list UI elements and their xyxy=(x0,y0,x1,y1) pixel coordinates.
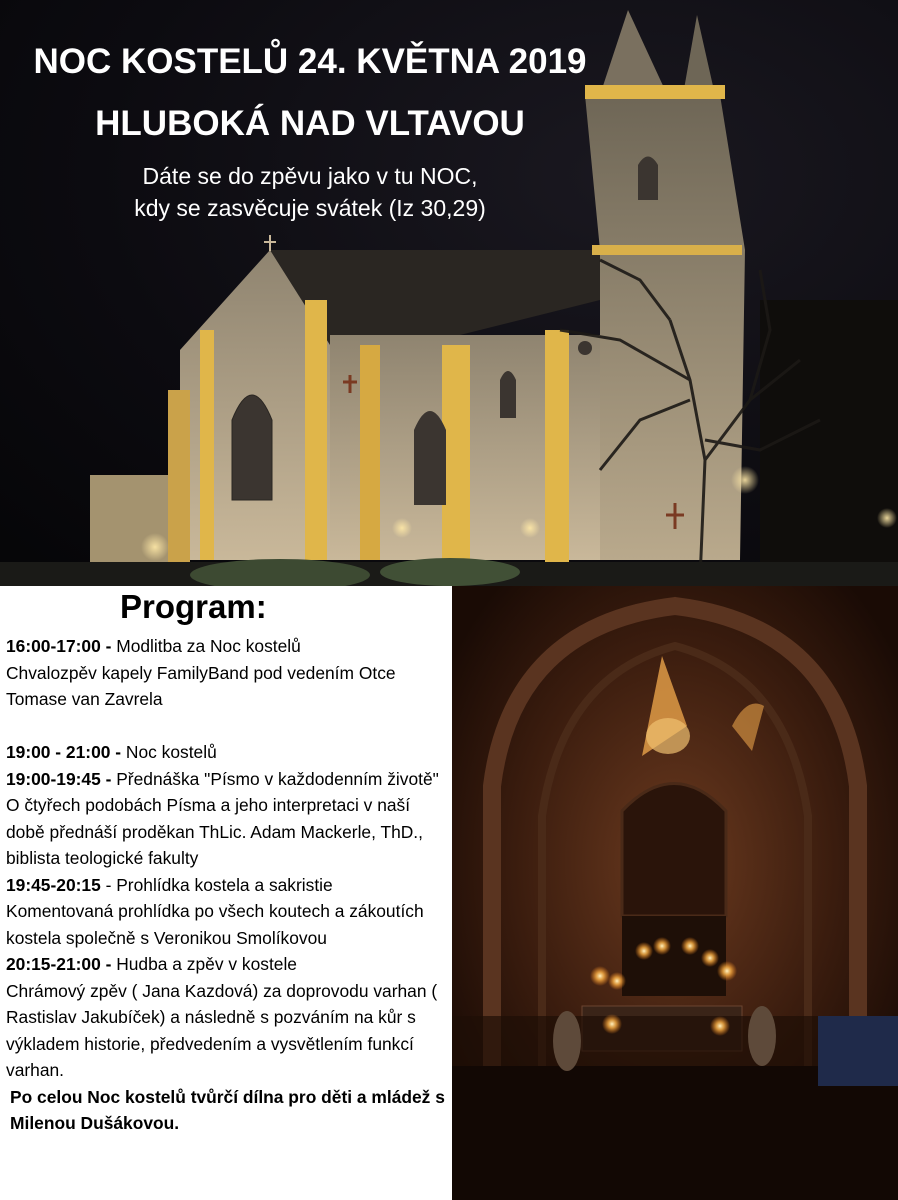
program-item-title: - Prohlídka kostela a sakristie xyxy=(100,874,333,895)
program-section xyxy=(0,586,452,1200)
program-item-title: Modlitba za Noc kostelů xyxy=(111,636,301,656)
program-heading: Program: xyxy=(120,588,267,625)
program-item-time: 19:45-20:15 xyxy=(6,874,101,895)
program-item xyxy=(6,951,446,978)
event-location: HLUBOKÁ NAD VLTAVOU xyxy=(95,104,525,143)
program-item-desc: Chvalozpěv kapely FamilyBand pod vedením Otce Tomase van Zavrela xyxy=(6,662,396,709)
program-item-time: 19:00-19:45 - xyxy=(6,768,112,789)
program-item-time: 16:00-17:00 - xyxy=(6,636,112,656)
church-interior-photo xyxy=(452,586,898,1200)
church-exterior-photo xyxy=(0,0,898,586)
event-title: NOC KOSTELŮ 24. KVĚTNA 2019 xyxy=(33,42,587,81)
program-list xyxy=(6,633,446,1137)
closing-note: Po celou Noc kostelů tvůrčí dílna pro děti a mládež s Milenou Dušákovou. xyxy=(10,1086,445,1133)
program-item xyxy=(6,766,446,793)
program-item-title: Noc kostelů xyxy=(121,742,217,762)
church-illustration xyxy=(0,0,898,586)
program-item-desc: Komentovaná prohlídka po všech koutech a zákoutích kostela společně s Veronikou Smolíkovou xyxy=(6,901,424,948)
program-item-desc: Chrámový zpěv ( Jana Kazdová) za doprovodu varhan ( Rastislav Jakubíček) a následně s pozváním na kůr s výkladem historie, předvedením a vysvětlením funkcí varhan. xyxy=(6,980,438,1080)
interior-illustration xyxy=(452,586,898,1200)
program-item-title: Hudba a zpěv v kostele xyxy=(111,954,297,974)
subtitle-line-1: Dáte se do zpěvu jako v tu NOC, xyxy=(142,163,478,189)
program-item-title: Přednáška "Písmo v každodenním životě" xyxy=(111,768,439,789)
subtitle-line-2: kdy se zasvěcuje svátek (Iz 30,29) xyxy=(134,195,486,221)
program-item xyxy=(6,633,446,660)
program-item-desc: O čtyřech podobách Písma a jeho interpretaci v naší době přednáší proděkan ThLic. Adam Mackerle, ThD., biblista teologické fakulty xyxy=(6,795,423,868)
program-item xyxy=(6,739,446,766)
program-item xyxy=(6,872,446,899)
program-item-time: 20:15-21:00 - xyxy=(6,954,112,974)
program-item-time: 19:00 - 21:00 - xyxy=(6,742,122,762)
